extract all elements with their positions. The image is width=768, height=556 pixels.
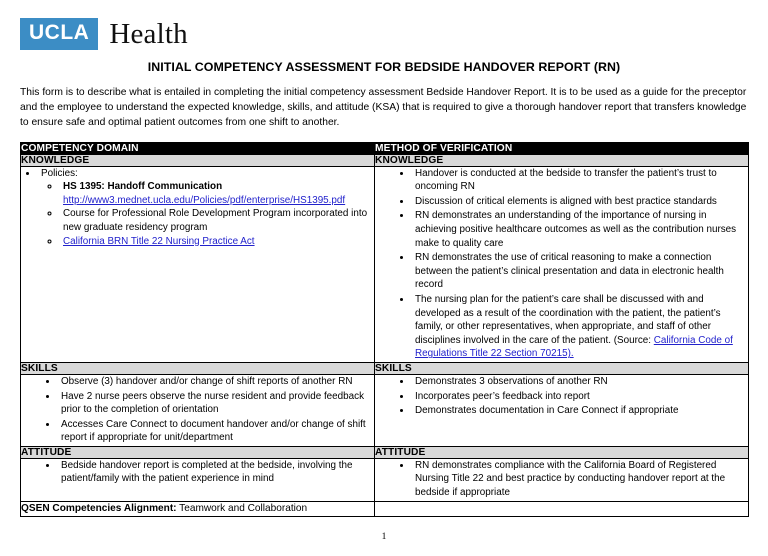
subheader-attitude-right: ATTITUDE bbox=[375, 446, 749, 458]
list-item: • Have 2 nurse peers observe the nurse resident and provide feedback prior to the completion of orientation bbox=[58, 390, 374, 417]
knowledge-right-list bbox=[375, 167, 748, 361]
knowledge-content-row bbox=[21, 166, 749, 362]
qsen-label: QSEN Competencies Alignment: bbox=[21, 502, 177, 514]
policy-hs1395-title: ◦ HS 1395: Handoff Communication bbox=[63, 181, 223, 193]
knowledge-left-list bbox=[21, 167, 374, 249]
table-header-row bbox=[21, 142, 749, 154]
list-item bbox=[412, 293, 748, 361]
attitude-left-cell bbox=[21, 458, 375, 501]
policies-label: Policies: bbox=[41, 167, 78, 179]
qsen-left-cell bbox=[21, 501, 375, 516]
list-item: • RN demonstrates the use of critical reasoning to make a connection between the patient’s clinical presentation and data in electronic health record bbox=[412, 251, 748, 292]
attitude-content-row bbox=[21, 458, 749, 501]
list-item: • Accesses Care Connect to document handover and/or change of shift report if appropriate for unit/department bbox=[58, 418, 374, 445]
ucla-health-logo bbox=[0, 0, 768, 50]
list-item: • Demonstrates 3 observations of another RN bbox=[412, 375, 748, 389]
knowledge-right-cell bbox=[375, 166, 749, 362]
list-item: • RN demonstrates an understanding of the importance of nursing in achieving positive healthcare outcomes as well as the contribution nurses make to quality care bbox=[412, 209, 748, 250]
california-brn-link[interactable]: California BRN Title 22 Nursing Practice Act bbox=[63, 235, 255, 247]
list-item bbox=[60, 180, 374, 207]
subheader-knowledge-right: KNOWLEDGE bbox=[375, 154, 749, 166]
list-item: • Handover is conducted at the bedside to transfer the patient’s trust to oncoming RN bbox=[412, 167, 748, 194]
list-item: • Discussion of critical elements is aligned with best practice standards bbox=[412, 195, 748, 209]
skills-left-list bbox=[21, 375, 374, 445]
list-item: • Bedside handover report is completed at the bedside, involving the patient/family with the patient experience in mind bbox=[58, 459, 374, 486]
attitude-subheader-row bbox=[21, 446, 749, 458]
skills-left-cell bbox=[21, 374, 375, 446]
list-item: • Incorporates peer’s feedback into report bbox=[412, 390, 748, 404]
nursing-plan-text: The nursing plan for the patient’s care shall be discussed with and developed as a result of the coordination with the patient, the patient’s family, or other representatives, when appropriate, and staff of other disciplines involved in the care of the patient. (Source: bbox=[415, 293, 721, 346]
attitude-right-list bbox=[375, 459, 748, 500]
subheader-attitude-left: ATTITUDE bbox=[21, 446, 375, 458]
qsen-right-cell bbox=[375, 501, 749, 516]
list-item: • RN demonstrates compliance with the California Board of Registered Nursing Title 22 and best practice by conducting handover report at the bedside if appropriate bbox=[412, 459, 748, 500]
ucla-logo-mark: UCLA bbox=[20, 18, 98, 49]
subheader-skills-left: SKILLS bbox=[21, 362, 375, 374]
policy-hs1395-link[interactable]: http://www3.mednet.ucla.edu/Policies/pdf/enterprise/HS1395.pdf bbox=[63, 194, 346, 206]
list-item: • Demonstrates documentation in Care Connect if appropriate bbox=[412, 404, 748, 418]
list-item bbox=[38, 167, 374, 249]
california-code-regulations-link[interactable]: California Code of Regulations Title 22 Section 70215). bbox=[415, 334, 733, 360]
knowledge-subheader-row bbox=[21, 154, 749, 166]
health-logo-word: Health bbox=[109, 17, 188, 50]
skills-content-row bbox=[21, 374, 749, 446]
list-item: • Observe (3) handover and/or change of shift reports of another RN bbox=[58, 375, 374, 389]
skills-right-list bbox=[375, 375, 748, 418]
list-item: ◦ Course for Professional Role Development Program incorporated into new graduate residency program bbox=[60, 207, 374, 234]
list-item bbox=[60, 235, 374, 249]
policies-sublist bbox=[41, 180, 374, 248]
page-number: 1 bbox=[381, 532, 387, 542]
subheader-skills-right: SKILLS bbox=[375, 362, 749, 374]
knowledge-left-cell bbox=[21, 166, 375, 362]
attitude-left-list bbox=[21, 459, 374, 486]
page-title: INITIAL COMPETENCY ASSESSMENT FOR BEDSIDE HANDOVER REPORT (RN) bbox=[147, 60, 621, 74]
skills-subheader-row bbox=[21, 362, 749, 374]
intro-paragraph: This form is to describe what is entailed in completing the initial competency assessment Bedside Handover Report. It is to be used as a guide for the preceptor and the employee to understand the expected knowledge, skills, and attitude (KSA) that is required to give a thorough handover report that transfers knowledge to ensure safe and optimal patient outcomes from one shift to another. bbox=[20, 87, 747, 129]
column-header-method-of-verification: METHOD OF VERIFICATION bbox=[375, 142, 749, 154]
skills-right-cell bbox=[375, 374, 749, 446]
subheader-knowledge-left: KNOWLEDGE bbox=[21, 154, 375, 166]
attitude-right-cell bbox=[375, 458, 749, 501]
qsen-row bbox=[21, 501, 749, 516]
competency-table bbox=[20, 142, 749, 517]
qsen-value: Teamwork and Collaboration bbox=[176, 502, 308, 514]
column-header-competency-domain: COMPETENCY DOMAIN bbox=[21, 142, 375, 154]
